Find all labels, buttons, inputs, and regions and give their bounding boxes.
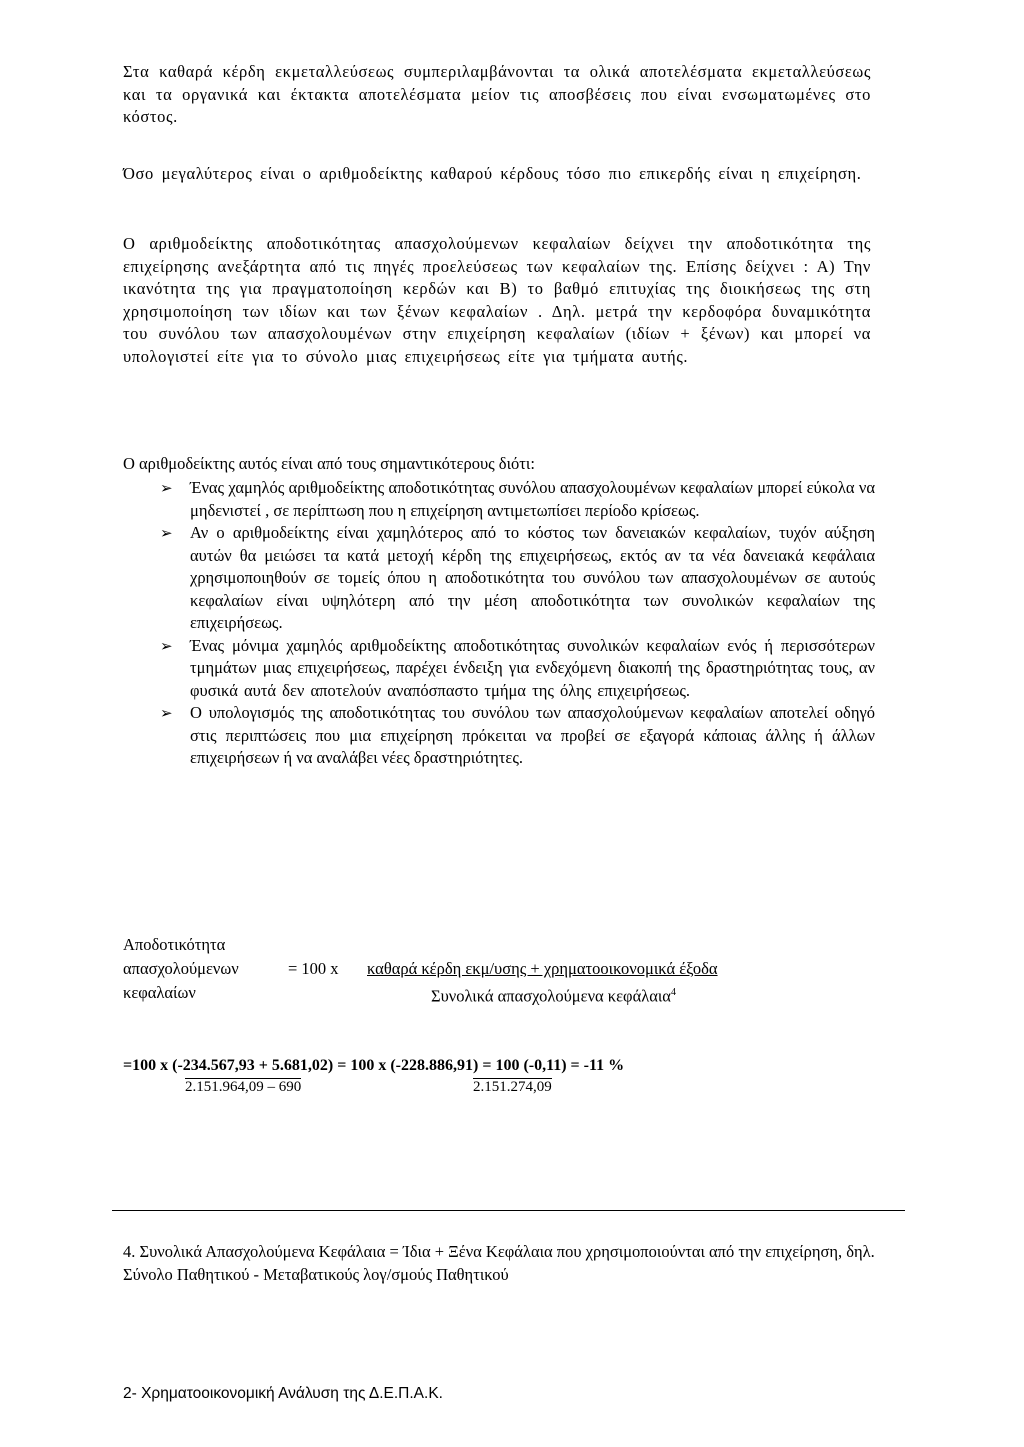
bullets-intro bbox=[123, 453, 883, 476]
paragraph-text: Ο αριθμοδείκτης αποδοτικότητας απασχολούμενων κεφαλαίων δείχνει την αποδοτικότητα της επιχείρησης ανεξάρτητα από τις πηγές προελεύσεως των κεφαλαίων της. Επίσης δείχνει : Α) Την ικανότητα της για πραγματοποίηση κερδών και Β) το βαθμό επιτυχίας της διοικήσεως της στη χρησιμοποίηση των ιδίων και των ξένων κεφαλαίων . Δηλ. μετρά την κερδοφόρα δυναμικότητα του συνόλου των απασχολουμένων στην επιχείρηση κεφαλαίων (ιδίων + ξένων) και μπορεί να υπολογιστεί είτε για το σύνολο μιας επιχειρήσεως είτε για τμήματα αυτής. bbox=[123, 234, 871, 366]
page-footer bbox=[123, 1385, 443, 1403]
footer-text: 2- Χρηματοοικονομική Ανάλυση της Δ.Ε.Π.Α.Κ. bbox=[123, 1385, 443, 1402]
list-item bbox=[123, 702, 875, 770]
calculation-line: =100 x (-234.567,93 + 5.681,02) = 100 x (-228.886,91) = 100 (-0,11) = -11 % bbox=[123, 1057, 625, 1074]
denominator-2-text: 2.151.274,09 bbox=[473, 1079, 552, 1095]
footnote-separator bbox=[112, 1210, 905, 1211]
paragraph-net-profit-ratio bbox=[123, 163, 871, 186]
reasons-list bbox=[123, 477, 875, 770]
arrow-bullet-icon: ➢ bbox=[160, 479, 173, 497]
footnote-reference: 4 bbox=[670, 987, 676, 998]
formula-label-line2: απασχολούμενων bbox=[123, 959, 239, 978]
formula-denominator bbox=[431, 982, 676, 1008]
arrow-bullet-icon: ➢ bbox=[160, 704, 173, 722]
calculation-denominator-2 bbox=[473, 1079, 552, 1096]
arrow-bullet-icon: ➢ bbox=[160, 524, 173, 542]
list-item bbox=[123, 477, 875, 522]
list-item-text: Ένας χαμηλός αριθμοδείκτης αποδοτικότητας συνόλου απασχολουμένων κεφαλαίων μπορεί εύκολα να μηδενιστεί , σε περίπτωση που η επιχείρηση αντιμετωπίσει περίοδο κρίσεως. bbox=[190, 478, 875, 520]
paragraph-text: Όσο μεγαλύτερος είναι ο αριθμοδείκτης καθαρού κέρδους τόσο πιο επικερδής είναι η επιχείρηση. bbox=[123, 164, 862, 183]
calculation-block bbox=[123, 1057, 625, 1095]
footnote-4 bbox=[123, 1241, 883, 1286]
list-item bbox=[123, 635, 875, 703]
arrow-bullet-icon: ➢ bbox=[160, 636, 173, 655]
formula-numerator: καθαρά κέρδη εκμ/υσης + χρηματοοικονομικά έξοδα bbox=[367, 959, 718, 978]
paragraph-capital-return-ratio bbox=[123, 233, 871, 368]
formula-denominator-text: Συνολικά απασχολούμενα κεφάλαια bbox=[431, 986, 671, 1006]
list-item-text: Αν ο αριθμοδείκτης είναι χαμηλότερος από το κόστος των δανειακών κεφαλαίων, τυχόν αύξηση αυτών θα μειώσει τα κατά μετοχή κέρδη της επιχειρήσεως, εκτός αν τα νέα δανειακά κεφάλαια χρησιμοποιηθούν σε τομείς όπου η αποδοτικότητα του συνόλου των απασχολουμένων σε αυτούς κεφαλαίων είναι υψηλότερη από την μέση αποδοτικότητα των συνολικών κεφαλαίων της επιχειρήσεως. bbox=[190, 523, 875, 632]
denominator-1-text: 2.151.964,09 – 690 bbox=[185, 1079, 302, 1095]
list-item bbox=[123, 522, 875, 635]
formula-label-line1: Αποδοτικότητα bbox=[123, 935, 226, 954]
paragraph-text: Στα καθαρά κέρδη εκμεταλλεύσεως συμπεριλαμβάνονται τα ολικά αποτελέσματα εκμεταλλεύσεως και τα οργανικά και έκτακτα αποτελέσματα μείον τις αποσβέσεις που είναι ενσωματωμένες στο κόστος. bbox=[123, 62, 871, 126]
paragraph-net-profit-definition bbox=[123, 61, 871, 129]
list-item-text: Ένας μόνιμα χαμηλός αριθμοδείκτης αποδοτικότητας συνολικών κεφαλαίων ενός ή περισσότερων τμημάτων μιας επιχειρήσεως, παρέχει ένδειξη για ενδεχόμενη διακοπή της δραστηριότητας τους, αν φυσικά αυτά δεν αποτελούν αναπόσπαστο τμήμα της όλης επιχειρήσεως. bbox=[190, 635, 875, 700]
intro-text: Ο αριθμοδείκτης αυτός είναι από τους σημαντικότερους διότι: bbox=[123, 454, 535, 473]
list-item-text: Ο υπολογισμός της αποδοτικότητας του συνόλου των απασχολούμενων κεφαλαίων αποτελεί οδηγό στις περιπτώσεις που μια επιχείρηση πρόκειται να προβεί σε εξαγορά κάποιας άλλης ή άλλων επιχειρήσεων ή να αναλάβει νέες δραστηριότητες. bbox=[190, 703, 875, 767]
footnote-text: 4. Συνολικά Απασχολούμενα Κεφάλαια = Ίδια + Ξένα Κεφάλαια που χρησιμοποιούνται από την επιχείρηση, δηλ. Σύνολο Παθητικού - Μεταβατικούς λογ/σμούς Παθητικού bbox=[123, 1242, 875, 1284]
calculation-denominator-1 bbox=[185, 1079, 301, 1096]
formula-label-line3: κεφαλαίων bbox=[123, 983, 196, 1002]
formula-equals: = 100 x bbox=[288, 959, 339, 978]
